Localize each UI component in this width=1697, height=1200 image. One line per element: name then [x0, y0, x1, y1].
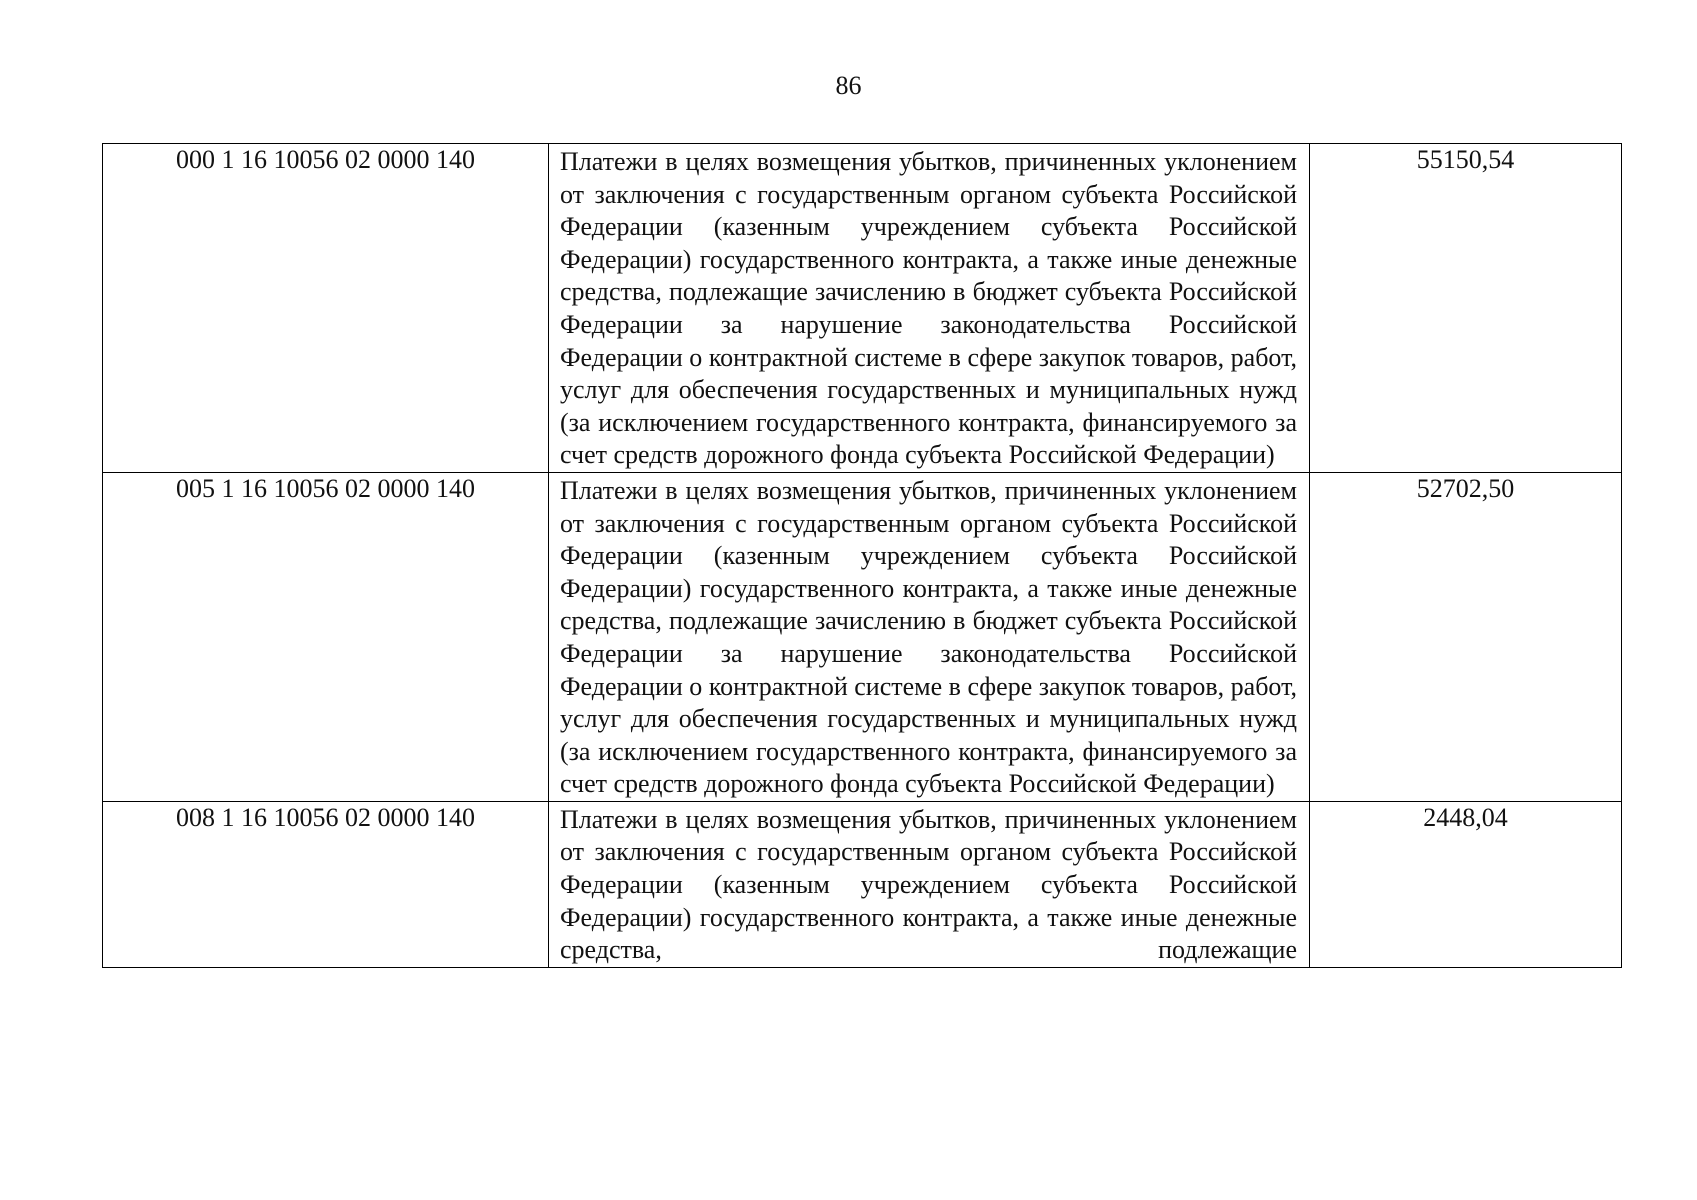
- description-cell: Платежи в целях возмещения убытков, причиненных уклонением от заключения с государственным органом субъекта Российской Федерации (казенным учреждением субъекта Российской Федерации) государственного контракта, а также иные денежные средства, подлежащие зачислению в бюджет субъекта Российской Федерации за нарушение законодательства Российской Федерации о контрактной системе в сфере закупок товаров, работ, услуг для обеспечения государственных и муниципальных нужд (за исключением государственного контракта, финансируемого за счет средств дорожного фонда субъекта Российской Федерации): [549, 144, 1310, 473]
- budget-table: [102, 143, 1622, 968]
- description-cell: Платежи в целях возмещения убытков, причиненных уклонением от заключения с государственным органом субъекта Российской Федерации (казенным учреждением субъекта Российской Федерации) государственного контракта, а также иные денежные средства, подлежащие: [549, 801, 1310, 967]
- page-number: 86: [835, 71, 862, 100]
- amount-cell: 2448,04: [1310, 801, 1622, 967]
- description-cell: Платежи в целях возмещения убытков, причиненных уклонением от заключения с государственным органом субъекта Российской Федерации (казенным учреждением субъекта Российской Федерации) государственного контракта, а также иные денежные средства, подлежащие зачислению в бюджет субъекта Российской Федерации за нарушение законодательства Российской Федерации о контрактной системе в сфере закупок товаров, работ, услуг для обеспечения государственных и муниципальных нужд (за исключением государственного контракта, финансируемого за счет средств дорожного фонда субъекта Российской Федерации): [549, 472, 1310, 801]
- budget-code-cell: 008 1 16 10056 02 0000 140: [103, 801, 549, 967]
- amount-cell: 52702,50: [1310, 472, 1622, 801]
- budget-code-cell: 005 1 16 10056 02 0000 140: [103, 472, 549, 801]
- table-row: [103, 801, 1622, 967]
- table-row: [103, 472, 1622, 801]
- budget-code-cell: 000 1 16 10056 02 0000 140: [103, 144, 549, 473]
- amount-cell: 55150,54: [1310, 144, 1622, 473]
- table-row: [103, 144, 1622, 473]
